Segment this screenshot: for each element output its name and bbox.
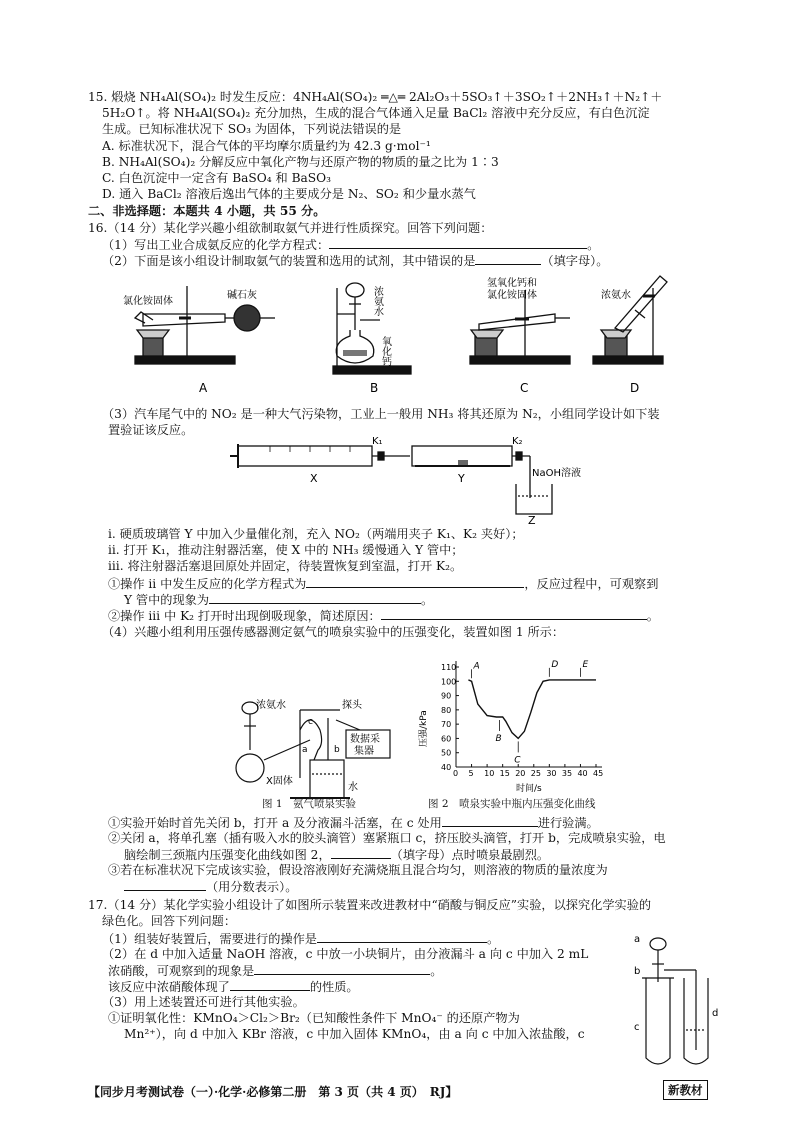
label-b-reagent: 浓氨水	[371, 286, 383, 316]
q17-part1: （1）组装好装置后，需要进行的操作是 。	[102, 932, 500, 946]
label-c-mouth: c	[308, 717, 313, 727]
label-b: B	[370, 381, 379, 395]
q15-line3: 生成。已知标准状况下 SO₃ 为固体，下列说法错误的是	[102, 122, 402, 136]
pressure-chart	[416, 655, 606, 795]
q16-step1: ⅰ. 硬质玻璃管 Y 中加入少量催化剂，充入 NO₂（两端用夹子 K₁、K₂ 夹好）；	[108, 527, 524, 541]
q16-part3-q1-c: Y 管中的现象为 。	[124, 593, 434, 607]
q17-part3-q1b: Mn²⁺），向 d 中加入 KBr 溶液，c 中加入固体 KMnO₄，由 a 向 c 中加入浓盐酸，c	[124, 1027, 585, 1041]
label-d-reagent: 浓氨水	[601, 290, 631, 301]
label-z: Z	[528, 514, 536, 527]
pressure-curve	[468, 680, 596, 739]
label-d: D	[630, 381, 640, 395]
chart-axes	[456, 661, 602, 767]
label-x-solid: X固体	[266, 776, 293, 787]
q16-part4-q1: ①实验开始时首先关闭 b，打开 a 及分液漏斗活塞，在 c 处用 进行验满。	[108, 816, 599, 830]
x-tick-label: 35	[561, 769, 573, 778]
label-collector1: 数据采	[350, 734, 380, 745]
q16-part4-q3a: ③若在标准状况下完成该实验，假设溶液刚好充满烧瓶且混合均匀，则溶液的物质的量浓度为	[108, 863, 608, 877]
label-naoh: NaOH溶液	[532, 468, 581, 479]
label-collector2: 集器	[354, 746, 374, 757]
label-water: 水	[348, 782, 358, 793]
label-probe: 探头	[342, 700, 362, 711]
y-tick-label: 40	[441, 763, 452, 772]
fig1-caption: 图 1 氨气喷泉实验	[262, 798, 357, 810]
label-c: C	[520, 381, 529, 395]
q17-part3: （3）用上述装置还可进行其他实验。	[102, 995, 305, 1009]
syringe-tube-figure	[230, 436, 590, 527]
q16-stem: 16.（14 分）某化学兴趣小组欲制取氨气并进行性质探究。回答下列问题：	[88, 221, 493, 235]
y-tick-label: 100	[441, 677, 457, 687]
y-tick-label: 80	[441, 705, 452, 715]
label-c-reagent: 氢氧化钙和	[487, 278, 537, 289]
q15-line2: 5H₂O↑。将 NH₄Al(SO₄)₂ 充分加热，生成的混合气体通入足量 BaCl₂ 溶液中充分反应，有白色沉淀	[102, 106, 650, 120]
label-x: X	[310, 472, 318, 485]
x-tick-label: 0	[453, 769, 459, 778]
label-a: A	[199, 381, 208, 395]
annotation-label: B	[495, 734, 502, 744]
q16-part3-q1: ①操作 ⅱ 中发生反应的化学方程式为 ，反应过程中，可观察到	[108, 577, 659, 591]
annotation-label: C	[514, 755, 521, 766]
q17-part2c: 该反应中浓硝酸体现了 的性质。	[108, 980, 359, 994]
q17-part3-q1a: ①证明氧化性：KMnO₄＞Cl₂＞Br₂（已知酸性条件下 MnO₄⁻ 的还原产物为	[108, 1011, 520, 1025]
q17-stem2: 绿色化。回答下列问题：	[102, 914, 237, 928]
label-k2: K₂	[512, 436, 523, 447]
fountain-apparatus-figure	[240, 690, 400, 810]
section-heading: 二、非选择题：本题共 4 小题，共 55 分。	[88, 204, 326, 218]
ammonia-apparatus-figure	[115, 268, 675, 403]
q17-part2a: （2）在 d 中加入适量 NaOH 溶液，c 中放一小块铜片，由分液漏斗 a 向 c 中加入 2 mL	[102, 947, 589, 961]
label-d-tube: d	[712, 1008, 719, 1019]
label-b-valve: b	[334, 745, 340, 755]
y-tick-label: 110	[441, 663, 457, 672]
q16-part1: （1）写出工业合成氨反应的化学方程式： 。	[102, 238, 600, 252]
q15-option-b: B. NH₄Al(SO₄)₂ 分解反应中氧化产物与还原产物的物质的量之比为 1∶3	[102, 155, 499, 169]
fig2-caption: 图 2 喷泉实验中瓶内压强变化曲线	[428, 798, 596, 810]
label-a-funnel: a	[634, 934, 641, 945]
q16-part4-q3b: （用分数表示）。	[124, 879, 297, 895]
y-tick-label: 60	[441, 734, 452, 744]
x-tick-label: 15	[499, 769, 510, 778]
x-tick-label: 5	[468, 769, 474, 778]
x-tick-label: 40	[577, 769, 588, 778]
q16-part4-q2b: 脑绘制三颈瓶内压强变化曲线如图 2， （填字母）点时喷泉最剧烈。	[124, 848, 550, 862]
apparatus-c	[470, 290, 570, 364]
x-tick-label: 20	[515, 769, 526, 778]
x-tick-label: 10	[484, 769, 495, 778]
label-conc-ammonia: 浓氨水	[256, 700, 286, 711]
annotation-label: A	[473, 661, 480, 672]
page-footer: 【同步月考测试卷（一）·化学·必修第二册 第 3 页（共 4 页） RJ】	[88, 1085, 458, 1099]
q16-part3b: 置验证该反应。	[108, 423, 194, 437]
q15-line1: 15. 煅烧 NH₄Al(SO₄)₂ 时发生反应：4NH₄Al(SO₄)₂ ═△═ 2Al₂O₃＋5SO₃↑＋3SO₂↑＋2NH₃↑＋N₂↑＋	[88, 90, 663, 104]
annotation-label: E	[582, 659, 589, 670]
x-axis-label: 时间/s	[516, 784, 542, 794]
annotation-label: D	[551, 659, 559, 670]
q15-option-d: D. 通入 BaCl₂ 溶液后逸出气体的主要成分是 N₂、SO₂ 和少量水蒸气	[102, 187, 476, 201]
y-tick-label: 50	[441, 748, 452, 758]
x-tick-label: 25	[530, 769, 541, 778]
label-a-valve: a	[302, 745, 308, 755]
q16-part4-q2a: ②关闭 a，将单孔塞（插有吸入水的胶头滴管）塞紧瓶口 c，挤压胶头滴管，打开 b，完成喷泉实验，电	[108, 831, 666, 845]
q16-part3a: （3）汽车尾气中的 NO₂ 是一种大气污染物，工业上一般用 NH₃ 将其还原为 N₂，小组同学设计如下装	[102, 407, 660, 421]
q16-step3: ⅲ. 将注射器活塞退回原处并固定，待装置恢复到室温，打开 K₂。	[108, 559, 463, 573]
q16-part2: （2）下面是该小组设计制取氨气的装置和选用的试剂，其中错误的是 （填字母）。	[102, 254, 609, 268]
label-y: Y	[458, 472, 465, 485]
label-b-reagent2: 氧化钙	[379, 336, 391, 366]
label-b-tube: b	[634, 966, 641, 977]
label-a-reagent: 氯化铵固体	[123, 296, 173, 307]
y-axis-label: 压强/kPa	[419, 710, 429, 747]
y-tick-label: 70	[441, 720, 452, 730]
q17-part2b: 浓硝酸，可观察到的现象是 。	[108, 964, 443, 978]
y-tick-label: 90	[441, 691, 452, 701]
q15-option-c: C. 白色沉淀中一定含有 BaSO₄ 和 BaSO₃	[102, 171, 332, 185]
q15-option-a: A. 标准状况下，混合气体的平均摩尔质量约为 42.3 g·mol⁻¹	[102, 139, 431, 153]
nitric-acid-apparatus	[636, 930, 726, 1075]
label-c-tube: c	[634, 1022, 640, 1033]
q16-part3-q2: ②操作 ⅲ 中 K₂ 打开时出现倒吸现象，简述原因： 。	[108, 609, 659, 623]
label-k1: K₁	[372, 436, 383, 447]
new-textbook-badge: 新教材	[663, 1080, 708, 1100]
x-tick-label: 45	[593, 769, 604, 778]
label-a-reagent2: 碱石灰	[227, 290, 257, 301]
q16-part4: （4）兴趣小组利用压强传感器测定氨气的喷泉实验中的压强变化，装置如图 1 所示：	[102, 625, 565, 639]
label-c-reagent2: 氯化铵固体	[487, 290, 537, 301]
x-tick-label: 30	[546, 769, 557, 778]
q16-step2: ⅱ. 打开 K₁，推动注射器活塞，使 X 中的 NH₃ 缓慢通入 Y 管中；	[108, 543, 464, 557]
q17-stem1: 17.（14 分）某化学实验小组设计了如图所示装置来改进教材中“硝酸与铜反应”实验，以探究化学实验的	[88, 898, 652, 912]
